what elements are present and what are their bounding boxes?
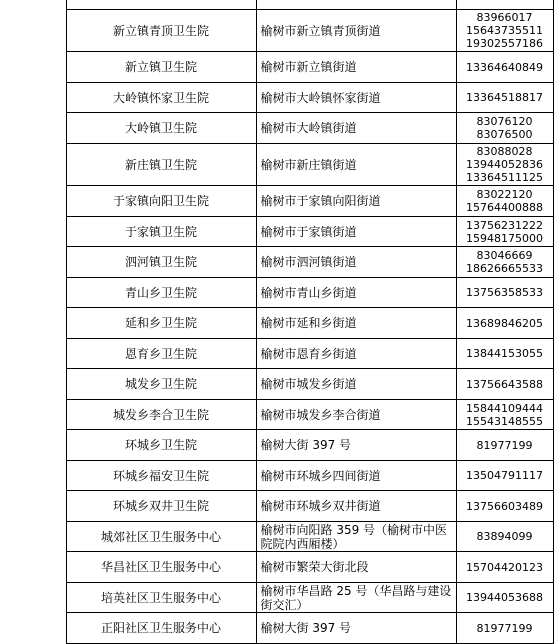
address-cell: 榆树市繁荣大街北段 <box>256 552 456 583</box>
address-cell: 榆树市新庄镇街道 <box>256 144 456 186</box>
phone-cell <box>456 339 553 369</box>
address-cell: 榆树市环城乡四间街道 <box>256 461 456 491</box>
table-row <box>0 186 553 217</box>
phone-cell <box>456 552 553 583</box>
table-row <box>0 247 553 278</box>
phone-number: 13364640849 <box>466 60 543 74</box>
table-row <box>0 217 553 247</box>
name-cell: 大岭镇怀家卫生院 <box>66 83 256 113</box>
table-row <box>0 552 553 583</box>
address-cell: 榆树市大岭镇街道 <box>256 113 456 144</box>
phone-number: 13756231222 <box>466 218 543 232</box>
name-cell: 培英社区卫生服务中心 <box>66 583 256 613</box>
address-cell: 榆树市向阳路 359 号（榆树市中医院院内西厢楼） <box>256 522 456 552</box>
table-row <box>0 52 553 83</box>
address-cell: 榆树市于家镇向阳街道 <box>256 186 456 217</box>
name-cell: 青山乡卫生院 <box>66 278 256 308</box>
phone-number: 83966017 <box>476 11 533 24</box>
table-row <box>0 400 553 430</box>
table-row <box>0 144 553 186</box>
phone-number: 13844153055 <box>466 347 543 360</box>
name-cell: 大岭镇卫生院 <box>66 113 256 144</box>
table-row <box>0 113 553 144</box>
name-cell: 于家镇向阳卫生院 <box>66 186 256 217</box>
address-cell: 榆树市华昌路 25 号（华昌路与建设街交汇） <box>256 583 456 613</box>
table-row <box>0 308 553 339</box>
name-cell: 正阳社区卫生服务中心 <box>66 613 256 644</box>
name-cell: 于家镇卫生院 <box>66 217 256 247</box>
phone-cell <box>456 583 553 613</box>
phone-number: 19302557186 <box>466 37 543 50</box>
address-cell: 榆树市恩育乡街道 <box>256 339 456 369</box>
phone-number: 13689846205 <box>466 316 543 330</box>
address-cell: 榆树市新立镇青顶街道 <box>256 10 456 52</box>
phone-number: 81977199 <box>476 621 533 635</box>
name-cell: 恩育乡卫生院 <box>66 339 256 369</box>
phone-number: 13944052836 <box>466 158 543 171</box>
phone-cell <box>456 400 553 430</box>
phone-number: 15764400888 <box>466 201 543 214</box>
phone-number: 13504791117 <box>466 469 543 482</box>
phone-number: 13756358533 <box>466 286 543 299</box>
phone-cell <box>456 113 553 144</box>
phone-cell <box>456 217 553 247</box>
name-cell: 环城乡卫生院 <box>66 430 256 461</box>
phone-number: 13364511125 <box>466 171 543 184</box>
phone-cell <box>456 83 553 113</box>
phone-number: 15844109444 <box>466 401 543 415</box>
phone-number: 13364518817 <box>466 91 543 104</box>
phone-cell <box>456 144 553 186</box>
phone-cell <box>456 186 553 217</box>
address-cell: 榆树市环城乡双井街道 <box>256 491 456 522</box>
address-cell: 榆树市泗河镇街道 <box>256 247 456 278</box>
name-cell: 城发乡李合卫生院 <box>66 400 256 430</box>
table-row <box>0 461 553 491</box>
phone-number: 15948175000 <box>466 231 543 245</box>
phone-number: 15704420123 <box>466 560 543 574</box>
table-row <box>0 278 553 308</box>
table-row <box>0 583 553 613</box>
phone-number: 13756643588 <box>466 377 543 391</box>
phone-number: 15643735511 <box>466 24 543 37</box>
phone-cell <box>456 369 553 400</box>
name-cell: 城发乡卫生院 <box>66 369 256 400</box>
phone-number: 83088028 <box>476 145 533 158</box>
phone-number: 13756603489 <box>466 499 543 513</box>
address-cell: 榆树大街 397 号 <box>256 430 456 461</box>
phone-number: 81977199 <box>476 438 533 452</box>
phone-cell <box>456 461 553 491</box>
table-row <box>0 0 553 10</box>
phone-number: 15543148555 <box>466 414 543 428</box>
phone-number: 83076120 <box>476 115 533 128</box>
address-cell: 榆树市大岭镇怀家街道 <box>256 83 456 113</box>
name-cell: 泗河镇卫生院 <box>66 247 256 278</box>
address-cell: 榆树市于家镇街道 <box>256 217 456 247</box>
table-row <box>0 491 553 522</box>
address-cell: 榆树市青山乡街道 <box>256 278 456 308</box>
table-row <box>0 430 553 461</box>
name-cell <box>66 0 256 10</box>
address-cell: 榆树大街 397 号 <box>256 613 456 644</box>
name-cell: 华昌社区卫生服务中心 <box>66 552 256 583</box>
table-row <box>0 613 553 644</box>
table-row <box>0 83 553 113</box>
phone-cell <box>456 0 553 10</box>
phone-cell <box>456 491 553 522</box>
address-cell: 榆树市延和乡街道 <box>256 308 456 339</box>
phone-cell <box>456 247 553 278</box>
address-cell <box>256 0 456 10</box>
phone-number: 13944053688 <box>466 591 543 604</box>
name-cell: 环城乡福安卫生院 <box>66 461 256 491</box>
phone-number: 18626665533 <box>466 262 543 275</box>
table-row <box>0 339 553 369</box>
table-row <box>0 369 553 400</box>
address-cell: 榆树市城发乡李合街道 <box>256 400 456 430</box>
phone-cell <box>456 10 553 52</box>
phone-cell <box>456 613 553 644</box>
name-cell: 延和乡卫生院 <box>66 308 256 339</box>
name-cell: 新庄镇卫生院 <box>66 144 256 186</box>
phone-number: 83022120 <box>476 188 533 201</box>
phone-cell <box>456 522 553 552</box>
address-cell: 榆树市城发乡街道 <box>256 369 456 400</box>
phone-cell <box>456 308 553 339</box>
address-cell: 榆树市新立镇街道 <box>256 52 456 83</box>
phone-cell <box>456 430 553 461</box>
name-cell: 新立镇卫生院 <box>66 52 256 83</box>
table-row <box>0 10 553 52</box>
name-cell: 城郊社区卫生服务中心 <box>66 522 256 552</box>
name-cell: 环城乡双井卫生院 <box>66 491 256 522</box>
phone-cell <box>456 278 553 308</box>
phone-number: 83894099 <box>476 530 533 543</box>
phone-number: 83076500 <box>476 128 533 141</box>
table-row <box>0 522 553 552</box>
name-cell: 新立镇青顶卫生院 <box>66 10 256 52</box>
phone-cell <box>456 52 553 83</box>
phone-number: 83046669 <box>476 249 533 262</box>
